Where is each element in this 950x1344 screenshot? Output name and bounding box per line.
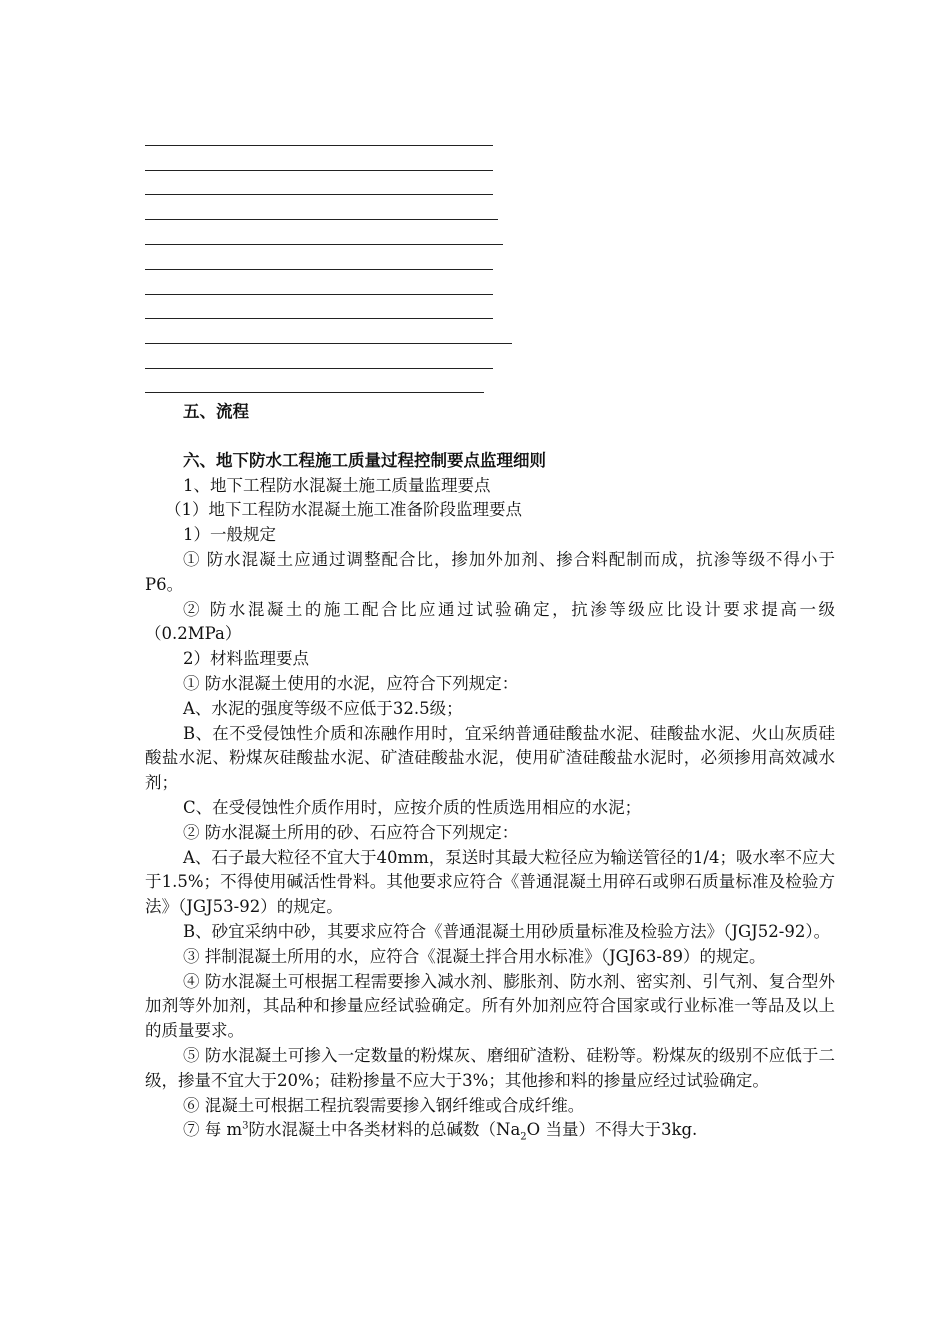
paragraph: B、砂宜采纳中砂，其要求应符合《普通混凝土用砂质量标准及检验方法》（JGJ52-92）。 <box>183 921 831 941</box>
paragraph-alkali-limit <box>145 1118 835 1143</box>
paragraph: C、在受侵蚀性介质作用时，应按介质的性质选用相应的水泥； <box>183 797 642 817</box>
paragraph: 1）一般规定 <box>183 525 276 545</box>
section-6-heading: 六、地下防水工程施工质量过程控制要点监理细则 <box>183 450 546 470</box>
spacer <box>145 425 835 449</box>
blank-line <box>145 194 493 195</box>
blank-line <box>145 244 503 245</box>
blank-line <box>145 145 493 146</box>
paragraph: ② 防水混凝土的施工配合比应通过试验确定，抗渗等级应比设计要求提高一级（0.2MPa） <box>145 599 835 644</box>
paragraph: ⑥ 混凝土可根据工程抗裂需要掺入钢纤维或合成纤维。 <box>183 1095 585 1115</box>
paragraph: 1、地下工程防水混凝土施工质量监理要点 <box>183 475 491 495</box>
blank-line <box>145 170 493 171</box>
blank-line <box>145 318 493 319</box>
paragraph: 2）材料监理要点 <box>183 649 309 669</box>
blank-line <box>145 269 493 270</box>
paragraph: A、石子最大粒径不宜大于40mm，泵送时其最大粒径应为输送管径的1/4；吸水率不应大于1.5%；不得使用碱活性骨料。其他要求应符合《普通混凝土用碎石或卵石质量标准及检验方法》（JGJ53-92）的规定。 <box>145 847 835 917</box>
paragraph: ③ 拌制混凝土所用的水，应符合《混凝土拌合用水标准》（JGJ63-89）的规定。 <box>183 946 766 966</box>
superscript: 3 <box>242 1120 249 1132</box>
paragraph: ① 防水混凝土应通过调整配合比，掺加外加剂、掺合料配制而成，抗渗等级不得小于P6。 <box>145 549 835 594</box>
paragraph: A、水泥的强度等级不应低于32.5级； <box>183 698 463 718</box>
blank-line <box>145 219 498 220</box>
text-run: O 当量）不得大于3kg. <box>526 1120 698 1140</box>
text-run: 防水混凝土中各类材料的总碱数（Na <box>248 1120 521 1140</box>
subscript: 2 <box>520 1131 527 1143</box>
text-run: ⑦ 每 m <box>183 1120 243 1140</box>
paragraph: B、在不受侵蚀性介质和冻融作用时，宜采纳普通硅酸盐水泥、硅酸盐水泥、火山灰质硅酸盐水泥、粉煤灰硅酸盐水泥、矿渣硅酸盐水泥，使用矿渣硅酸盐水泥时，必须掺用高效减水剂； <box>145 723 835 793</box>
section-5-heading: 五、流程 <box>183 402 249 421</box>
paragraph: （1）地下工程防水混凝土施工准备阶段监理要点 <box>165 500 522 520</box>
paragraph: ④ 防水混凝土可根据工程需要掺入减水剂、膨胀剂、防水剂、密实剂、引气剂、复合型外加剂等外加剂，其品种和掺量应经试验确定。所有外加剂应符合国家或行业标准一等品及以上的质量要求。 <box>145 971 835 1041</box>
paragraph: ② 防水混凝土所用的砂、石应符合下列规定： <box>183 822 519 842</box>
blank-line <box>145 294 493 295</box>
blank-line <box>145 368 493 369</box>
blank-line <box>145 343 512 344</box>
blank-line <box>145 392 484 393</box>
paragraph: ⑤ 防水混凝土可掺入一定数量的粉煤灰、磨细矿渣粉、硅粉等。粉煤灰的级别不应低于二级，掺量不宜大于20%；硅粉掺量不应大于3%；其他掺和料的掺量应经过试验确定。 <box>145 1045 835 1090</box>
body-text <box>145 400 835 1143</box>
paragraph: ① 防水混凝土使用的水泥，应符合下列规定： <box>183 673 519 693</box>
